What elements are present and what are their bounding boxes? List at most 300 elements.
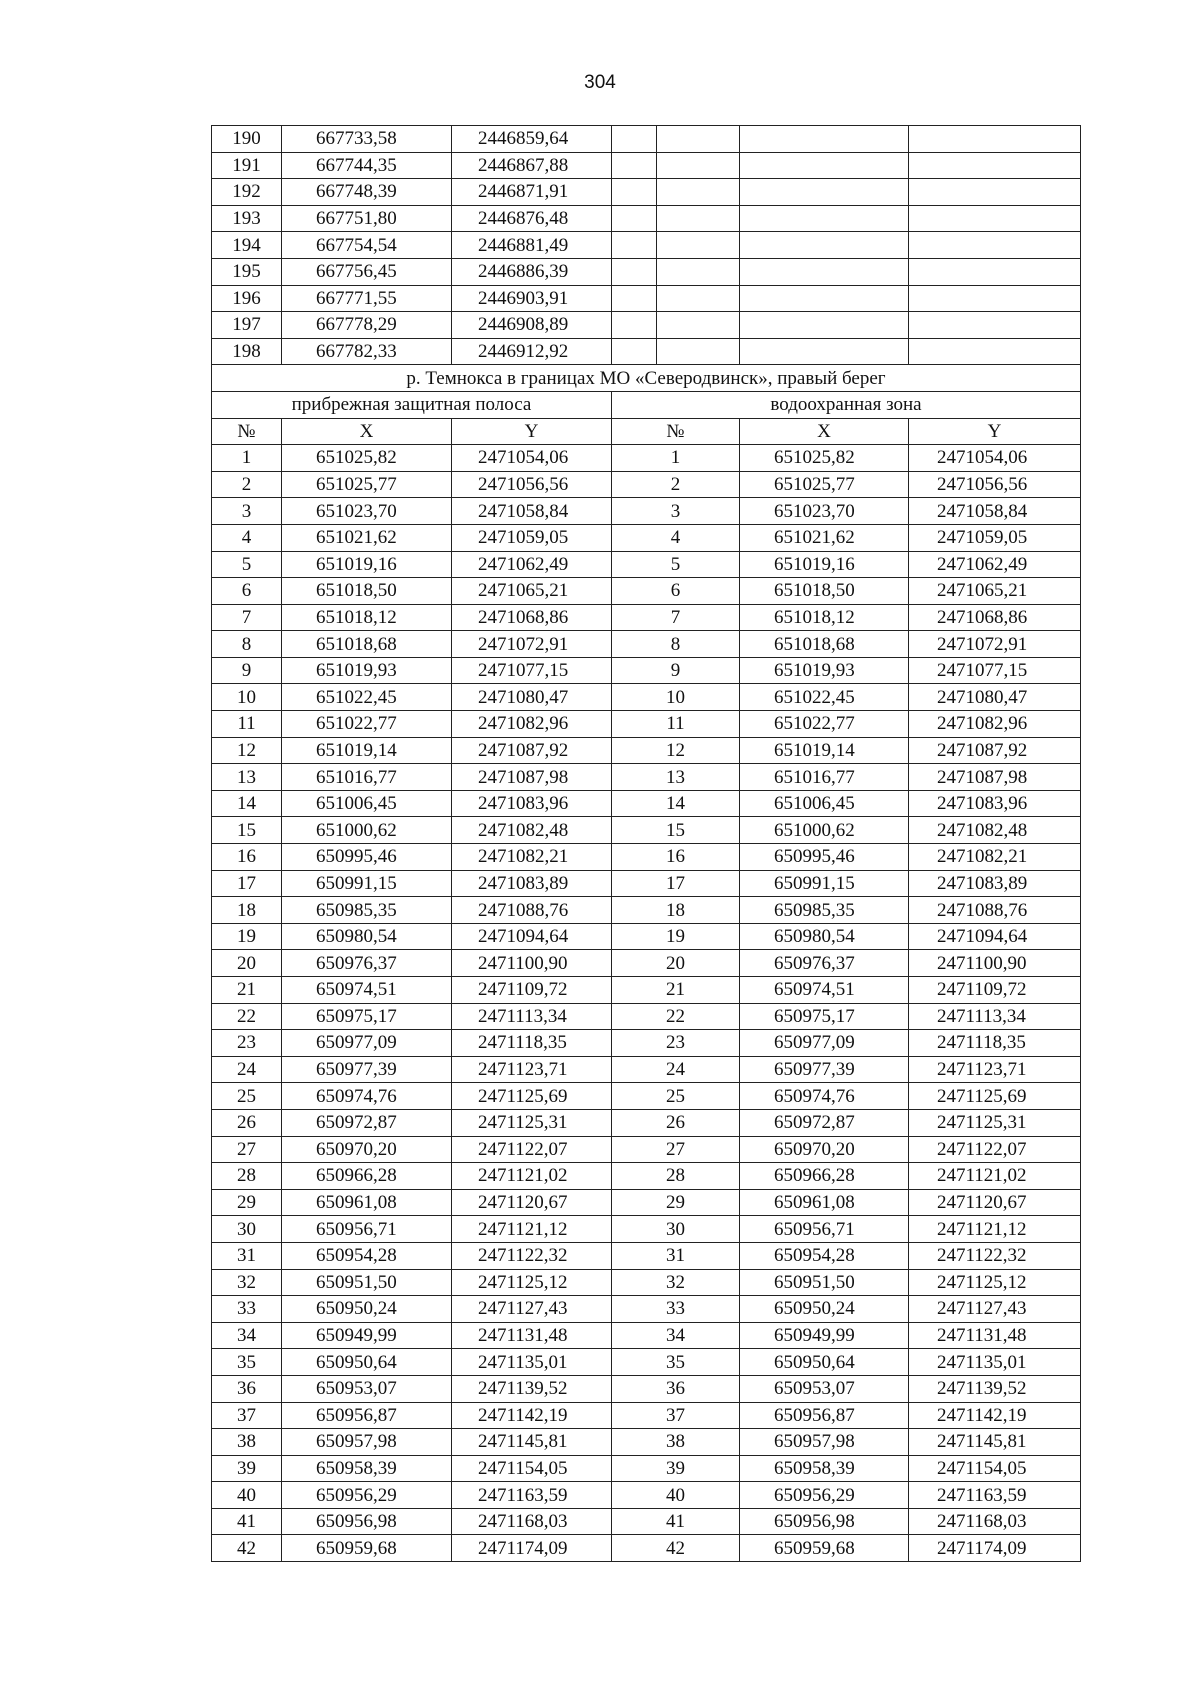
y-coordinate-cell: 2471139,52 xyxy=(452,1375,612,1402)
empty-cell xyxy=(909,258,1081,285)
table-row xyxy=(212,179,1081,206)
x-coordinate-cell: 650974,51 xyxy=(740,977,909,1004)
x-coordinate-cell: 650957,98 xyxy=(740,1429,909,1456)
x-coordinate-cell: 650958,39 xyxy=(282,1455,452,1482)
y-column-header: Y xyxy=(452,418,612,445)
point-number-cell: 192 xyxy=(212,179,282,206)
empty-cell xyxy=(909,285,1081,312)
point-number-cell: 190 xyxy=(212,126,282,153)
y-coordinate-cell: 2471068,86 xyxy=(452,604,612,631)
y-coordinate-cell: 2471123,71 xyxy=(909,1056,1081,1083)
x-coordinate-cell: 650953,07 xyxy=(282,1375,452,1402)
x-coordinate-cell: 651006,45 xyxy=(740,790,909,817)
x-coordinate-cell: 667771,55 xyxy=(282,285,452,312)
x-coordinate-cell: 667751,80 xyxy=(282,205,452,232)
point-number-cell: 194 xyxy=(212,232,282,259)
table-row xyxy=(212,817,1081,844)
y-coordinate-cell: 2471100,90 xyxy=(909,950,1081,977)
section-title-row xyxy=(212,365,1081,392)
empty-cell xyxy=(740,232,909,259)
table-row xyxy=(212,870,1081,897)
x-coordinate-cell: 651019,14 xyxy=(740,737,909,764)
x-column-header: X xyxy=(740,418,909,445)
empty-cell xyxy=(657,232,740,259)
empty-cell xyxy=(657,205,740,232)
point-number-cell: 4 xyxy=(612,524,740,551)
x-coordinate-cell: 650950,24 xyxy=(282,1296,452,1323)
x-coordinate-cell: 650956,71 xyxy=(740,1216,909,1243)
point-number-cell: 28 xyxy=(612,1163,740,1190)
empty-cell xyxy=(612,126,657,153)
y-coordinate-cell: 2446908,89 xyxy=(452,312,612,339)
point-number-cell: 14 xyxy=(212,790,282,817)
table-row xyxy=(212,445,1081,472)
y-coordinate-cell: 2471088,76 xyxy=(909,897,1081,924)
point-number-cell: 10 xyxy=(612,684,740,711)
empty-cell xyxy=(657,338,740,365)
x-coordinate-cell: 650956,87 xyxy=(740,1402,909,1429)
point-number-cell: 34 xyxy=(612,1322,740,1349)
point-number-cell: 27 xyxy=(212,1136,282,1163)
x-coordinate-cell: 650977,09 xyxy=(740,1030,909,1057)
y-coordinate-cell: 2446876,48 xyxy=(452,205,612,232)
point-number-cell: 15 xyxy=(612,817,740,844)
y-coordinate-cell: 2471135,01 xyxy=(909,1349,1081,1376)
point-number-cell: 33 xyxy=(212,1296,282,1323)
table-row xyxy=(212,1269,1081,1296)
point-number-cell: 11 xyxy=(212,711,282,738)
y-coordinate-cell: 2471068,86 xyxy=(909,604,1081,631)
x-coordinate-cell: 651021,62 xyxy=(740,524,909,551)
empty-cell xyxy=(740,285,909,312)
y-coordinate-cell: 2471082,48 xyxy=(452,817,612,844)
point-number-cell: 36 xyxy=(212,1375,282,1402)
point-number-cell: 10 xyxy=(212,684,282,711)
point-number-cell: 30 xyxy=(212,1216,282,1243)
y-coordinate-cell: 2471109,72 xyxy=(452,977,612,1004)
x-coordinate-cell: 651022,77 xyxy=(282,711,452,738)
x-coordinate-cell: 650950,64 xyxy=(282,1349,452,1376)
x-coordinate-cell: 651016,77 xyxy=(740,764,909,791)
y-coordinate-cell: 2471118,35 xyxy=(452,1030,612,1057)
x-coordinate-cell: 651019,16 xyxy=(282,551,452,578)
x-coordinate-cell: 667748,39 xyxy=(282,179,452,206)
x-coordinate-cell: 651021,62 xyxy=(282,524,452,551)
x-coordinate-cell: 650957,98 xyxy=(282,1429,452,1456)
x-coordinate-cell: 650995,46 xyxy=(282,844,452,871)
point-number-cell: 4 xyxy=(212,524,282,551)
x-coordinate-cell: 650950,64 xyxy=(740,1349,909,1376)
x-coordinate-cell: 650972,87 xyxy=(282,1109,452,1136)
point-number-cell: 18 xyxy=(612,897,740,924)
point-number-cell: 37 xyxy=(612,1402,740,1429)
x-coordinate-cell: 650980,54 xyxy=(282,923,452,950)
y-coordinate-cell: 2446903,91 xyxy=(452,285,612,312)
x-coordinate-cell: 650956,87 xyxy=(282,1402,452,1429)
x-coordinate-cell: 651018,12 xyxy=(282,604,452,631)
y-coordinate-cell: 2471056,56 xyxy=(452,471,612,498)
x-coordinate-cell: 650970,20 xyxy=(740,1136,909,1163)
y-coordinate-cell: 2471125,31 xyxy=(909,1109,1081,1136)
y-coordinate-cell: 2471072,91 xyxy=(452,631,612,658)
y-coordinate-cell: 2471077,15 xyxy=(452,657,612,684)
y-coordinate-cell: 2471113,34 xyxy=(909,1003,1081,1030)
y-coordinate-cell: 2471121,02 xyxy=(909,1163,1081,1190)
point-number-cell: 42 xyxy=(212,1535,282,1562)
empty-cell xyxy=(612,205,657,232)
x-coordinate-cell: 667782,33 xyxy=(282,338,452,365)
empty-cell xyxy=(740,258,909,285)
column-header-row xyxy=(212,418,1081,445)
point-number-cell: 5 xyxy=(212,551,282,578)
y-coordinate-cell: 2471082,96 xyxy=(452,711,612,738)
point-number-cell: 37 xyxy=(212,1402,282,1429)
table-row xyxy=(212,1083,1081,1110)
x-coordinate-cell: 650954,28 xyxy=(282,1242,452,1269)
point-number-cell: 13 xyxy=(212,764,282,791)
y-coordinate-cell: 2471062,49 xyxy=(909,551,1081,578)
y-coordinate-cell: 2471118,35 xyxy=(909,1030,1081,1057)
x-coordinate-cell: 650974,76 xyxy=(740,1083,909,1110)
y-coordinate-cell: 2471083,96 xyxy=(909,790,1081,817)
x-coordinate-cell: 650966,28 xyxy=(282,1163,452,1190)
point-number-cell: 31 xyxy=(612,1242,740,1269)
y-column-header: Y xyxy=(909,418,1081,445)
y-coordinate-cell: 2471065,21 xyxy=(909,578,1081,605)
empty-cell xyxy=(909,312,1081,339)
x-coordinate-cell: 651022,45 xyxy=(282,684,452,711)
y-coordinate-cell: 2471094,64 xyxy=(909,923,1081,950)
point-number-cell: 9 xyxy=(612,657,740,684)
point-number-cell: 1 xyxy=(212,445,282,472)
y-coordinate-cell: 2471094,64 xyxy=(452,923,612,950)
point-number-cell: 7 xyxy=(612,604,740,631)
x-coordinate-cell: 650956,98 xyxy=(282,1508,452,1535)
zone-heading-row xyxy=(212,391,1081,418)
point-number-cell: 24 xyxy=(612,1056,740,1083)
table-row xyxy=(212,1003,1081,1030)
x-coordinate-cell: 650958,39 xyxy=(740,1455,909,1482)
y-coordinate-cell: 2471142,19 xyxy=(909,1402,1081,1429)
x-coordinate-cell: 651019,16 xyxy=(740,551,909,578)
x-coordinate-cell: 651025,77 xyxy=(282,471,452,498)
point-number-cell: 16 xyxy=(612,844,740,871)
table-row xyxy=(212,1349,1081,1376)
y-coordinate-cell: 2471077,15 xyxy=(909,657,1081,684)
table-row xyxy=(212,1242,1081,1269)
y-coordinate-cell: 2471087,92 xyxy=(909,737,1081,764)
empty-cell xyxy=(909,232,1081,259)
empty-cell xyxy=(657,179,740,206)
table-row xyxy=(212,631,1081,658)
y-coordinate-cell: 2471174,09 xyxy=(909,1535,1081,1562)
x-coordinate-cell: 651023,70 xyxy=(282,498,452,525)
x-coordinate-cell: 650951,50 xyxy=(740,1269,909,1296)
y-coordinate-cell: 2446871,91 xyxy=(452,179,612,206)
table-row xyxy=(212,950,1081,977)
x-coordinate-cell: 650977,09 xyxy=(282,1030,452,1057)
y-coordinate-cell: 2446859,64 xyxy=(452,126,612,153)
table-row xyxy=(212,498,1081,525)
table-row xyxy=(212,1296,1081,1323)
point-number-cell: 195 xyxy=(212,258,282,285)
y-coordinate-cell: 2471087,92 xyxy=(452,737,612,764)
x-coordinate-cell: 650951,50 xyxy=(282,1269,452,1296)
table-row xyxy=(212,126,1081,153)
table-row xyxy=(212,1429,1081,1456)
table-row xyxy=(212,657,1081,684)
y-coordinate-cell: 2471121,12 xyxy=(452,1216,612,1243)
table-row xyxy=(212,1030,1081,1057)
x-coordinate-cell: 650977,39 xyxy=(740,1056,909,1083)
point-number-cell: 34 xyxy=(212,1322,282,1349)
table-row xyxy=(212,844,1081,871)
number-column-header: № xyxy=(212,418,282,445)
y-coordinate-cell: 2471062,49 xyxy=(452,551,612,578)
x-coordinate-cell: 651019,93 xyxy=(740,657,909,684)
table-row xyxy=(212,1455,1081,1482)
empty-cell xyxy=(740,338,909,365)
empty-cell xyxy=(657,312,740,339)
y-coordinate-cell: 2471100,90 xyxy=(452,950,612,977)
y-coordinate-cell: 2471122,07 xyxy=(909,1136,1081,1163)
table-row xyxy=(212,1402,1081,1429)
table-row xyxy=(212,1056,1081,1083)
y-coordinate-cell: 2471163,59 xyxy=(452,1482,612,1509)
point-number-cell: 27 xyxy=(612,1136,740,1163)
y-coordinate-cell: 2471145,81 xyxy=(452,1429,612,1456)
point-number-cell: 17 xyxy=(612,870,740,897)
point-number-cell: 25 xyxy=(612,1083,740,1110)
table-row xyxy=(212,1109,1081,1136)
x-coordinate-cell: 650970,20 xyxy=(282,1136,452,1163)
empty-cell xyxy=(612,258,657,285)
x-coordinate-cell: 650961,08 xyxy=(740,1189,909,1216)
point-number-cell: 26 xyxy=(612,1109,740,1136)
y-coordinate-cell: 2471054,06 xyxy=(452,445,612,472)
point-number-cell: 20 xyxy=(212,950,282,977)
y-coordinate-cell: 2471082,21 xyxy=(909,844,1081,871)
x-coordinate-cell: 650956,71 xyxy=(282,1216,452,1243)
x-coordinate-cell: 650956,98 xyxy=(740,1508,909,1535)
x-coordinate-cell: 667756,45 xyxy=(282,258,452,285)
table-row xyxy=(212,897,1081,924)
y-coordinate-cell: 2471056,56 xyxy=(909,471,1081,498)
empty-cell xyxy=(657,258,740,285)
x-coordinate-cell: 650950,24 xyxy=(740,1296,909,1323)
point-number-cell: 38 xyxy=(212,1429,282,1456)
table-row xyxy=(212,923,1081,950)
y-coordinate-cell: 2446867,88 xyxy=(452,152,612,179)
table-row xyxy=(212,312,1081,339)
point-number-cell: 9 xyxy=(212,657,282,684)
x-coordinate-cell: 651019,93 xyxy=(282,657,452,684)
y-coordinate-cell: 2471088,76 xyxy=(452,897,612,924)
x-coordinate-cell: 651018,12 xyxy=(740,604,909,631)
table-row xyxy=(212,977,1081,1004)
y-coordinate-cell: 2471122,32 xyxy=(909,1242,1081,1269)
x-coordinate-cell: 650959,68 xyxy=(282,1535,452,1562)
y-coordinate-cell: 2471168,03 xyxy=(452,1508,612,1535)
x-coordinate-cell: 651022,45 xyxy=(740,684,909,711)
point-number-cell: 40 xyxy=(212,1482,282,1509)
y-coordinate-cell: 2471135,01 xyxy=(452,1349,612,1376)
water-protection-zone-heading: водоохранная зона xyxy=(612,391,1081,418)
point-number-cell: 28 xyxy=(212,1163,282,1190)
point-number-cell: 193 xyxy=(212,205,282,232)
y-coordinate-cell: 2471083,96 xyxy=(452,790,612,817)
x-coordinate-cell: 650956,29 xyxy=(740,1482,909,1509)
point-number-cell: 18 xyxy=(212,897,282,924)
table-row xyxy=(212,338,1081,365)
y-coordinate-cell: 2471083,89 xyxy=(909,870,1081,897)
point-number-cell: 25 xyxy=(212,1083,282,1110)
table-row xyxy=(212,1136,1081,1163)
point-number-cell: 39 xyxy=(612,1455,740,1482)
point-number-cell: 23 xyxy=(612,1030,740,1057)
y-coordinate-cell: 2471082,21 xyxy=(452,844,612,871)
x-coordinate-cell: 650974,76 xyxy=(282,1083,452,1110)
x-coordinate-cell: 667778,29 xyxy=(282,312,452,339)
table-row xyxy=(212,285,1081,312)
x-coordinate-cell: 651025,82 xyxy=(740,445,909,472)
y-coordinate-cell: 2471163,59 xyxy=(909,1482,1081,1509)
y-coordinate-cell: 2471059,05 xyxy=(909,524,1081,551)
y-coordinate-cell: 2471154,05 xyxy=(909,1455,1081,1482)
empty-cell xyxy=(612,179,657,206)
empty-cell xyxy=(909,152,1081,179)
point-number-cell: 7 xyxy=(212,604,282,631)
y-coordinate-cell: 2471059,05 xyxy=(452,524,612,551)
x-coordinate-cell: 650954,28 xyxy=(740,1242,909,1269)
table-row xyxy=(212,232,1081,259)
point-number-cell: 30 xyxy=(612,1216,740,1243)
table-row xyxy=(212,578,1081,605)
y-coordinate-cell: 2471127,43 xyxy=(452,1296,612,1323)
y-coordinate-cell: 2471123,71 xyxy=(452,1056,612,1083)
point-number-cell: 197 xyxy=(212,312,282,339)
point-number-cell: 2 xyxy=(212,471,282,498)
point-number-cell: 16 xyxy=(212,844,282,871)
x-coordinate-cell: 650985,35 xyxy=(740,897,909,924)
x-coordinate-cell: 651000,62 xyxy=(740,817,909,844)
coordinates-table-body xyxy=(212,126,1081,1562)
coordinates-table xyxy=(211,125,1081,1562)
empty-cell xyxy=(740,205,909,232)
table-row xyxy=(212,524,1081,551)
coastal-strip-heading: прибрежная защитная полоса xyxy=(212,391,612,418)
point-number-cell: 191 xyxy=(212,152,282,179)
x-coordinate-cell: 650976,37 xyxy=(282,950,452,977)
empty-cell xyxy=(657,285,740,312)
x-coordinate-cell: 650991,15 xyxy=(740,870,909,897)
y-coordinate-cell: 2471113,34 xyxy=(452,1003,612,1030)
y-coordinate-cell: 2471121,12 xyxy=(909,1216,1081,1243)
y-coordinate-cell: 2471125,12 xyxy=(909,1269,1081,1296)
table-row xyxy=(212,764,1081,791)
y-coordinate-cell: 2471058,84 xyxy=(909,498,1081,525)
x-coordinate-cell: 650995,46 xyxy=(740,844,909,871)
y-coordinate-cell: 2471120,67 xyxy=(909,1189,1081,1216)
x-coordinate-cell: 650953,07 xyxy=(740,1375,909,1402)
point-number-cell: 12 xyxy=(212,737,282,764)
point-number-cell: 20 xyxy=(612,950,740,977)
y-coordinate-cell: 2471131,48 xyxy=(452,1322,612,1349)
point-number-cell: 24 xyxy=(212,1056,282,1083)
x-coordinate-cell: 651025,77 xyxy=(740,471,909,498)
y-coordinate-cell: 2471080,47 xyxy=(909,684,1081,711)
point-number-cell: 22 xyxy=(612,1003,740,1030)
point-number-cell: 12 xyxy=(612,737,740,764)
x-coordinate-cell: 651025,82 xyxy=(282,445,452,472)
y-coordinate-cell: 2471080,47 xyxy=(452,684,612,711)
y-coordinate-cell: 2471122,32 xyxy=(452,1242,612,1269)
page-number: 304 xyxy=(584,72,616,93)
table-row xyxy=(212,1482,1081,1509)
point-number-cell: 6 xyxy=(612,578,740,605)
table-row xyxy=(212,1163,1081,1190)
table-row xyxy=(212,1508,1081,1535)
empty-cell xyxy=(909,179,1081,206)
empty-cell xyxy=(612,232,657,259)
table-row xyxy=(212,1216,1081,1243)
table-row xyxy=(212,711,1081,738)
y-coordinate-cell: 2446886,39 xyxy=(452,258,612,285)
x-coordinate-cell: 650966,28 xyxy=(740,1163,909,1190)
y-coordinate-cell: 2471125,69 xyxy=(909,1083,1081,1110)
x-coordinate-cell: 651018,68 xyxy=(282,631,452,658)
point-number-cell: 3 xyxy=(212,498,282,525)
point-number-cell: 36 xyxy=(612,1375,740,1402)
x-coordinate-cell: 650975,17 xyxy=(282,1003,452,1030)
y-coordinate-cell: 2471065,21 xyxy=(452,578,612,605)
table-row xyxy=(212,152,1081,179)
point-number-cell: 35 xyxy=(212,1349,282,1376)
point-number-cell: 19 xyxy=(212,923,282,950)
table-row xyxy=(212,737,1081,764)
point-number-cell: 42 xyxy=(612,1535,740,1562)
x-coordinate-cell: 651016,77 xyxy=(282,764,452,791)
x-coordinate-cell: 650949,99 xyxy=(740,1322,909,1349)
y-coordinate-cell: 2471125,69 xyxy=(452,1083,612,1110)
point-number-cell: 8 xyxy=(212,631,282,658)
point-number-cell: 2 xyxy=(612,471,740,498)
table-row xyxy=(212,1189,1081,1216)
x-coordinate-cell: 650977,39 xyxy=(282,1056,452,1083)
table-row xyxy=(212,1322,1081,1349)
point-number-cell: 35 xyxy=(612,1349,740,1376)
x-coordinate-cell: 651018,50 xyxy=(282,578,452,605)
number-column-header: № xyxy=(612,418,740,445)
point-number-cell: 40 xyxy=(612,1482,740,1509)
x-coordinate-cell: 650959,68 xyxy=(740,1535,909,1562)
point-number-cell: 32 xyxy=(612,1269,740,1296)
y-coordinate-cell: 2471087,98 xyxy=(909,764,1081,791)
x-column-header: X xyxy=(282,418,452,445)
empty-cell xyxy=(657,152,740,179)
table-row xyxy=(212,1535,1081,1562)
x-coordinate-cell: 650975,17 xyxy=(740,1003,909,1030)
section-title: р. Темнокса в границах МО «Северодвинск», правый берег xyxy=(212,365,1081,392)
empty-cell xyxy=(909,126,1081,153)
y-coordinate-cell: 2471168,03 xyxy=(909,1508,1081,1535)
y-coordinate-cell: 2471122,07 xyxy=(452,1136,612,1163)
empty-cell xyxy=(909,205,1081,232)
point-number-cell: 22 xyxy=(212,1003,282,1030)
empty-cell xyxy=(740,179,909,206)
point-number-cell: 8 xyxy=(612,631,740,658)
empty-cell xyxy=(740,126,909,153)
